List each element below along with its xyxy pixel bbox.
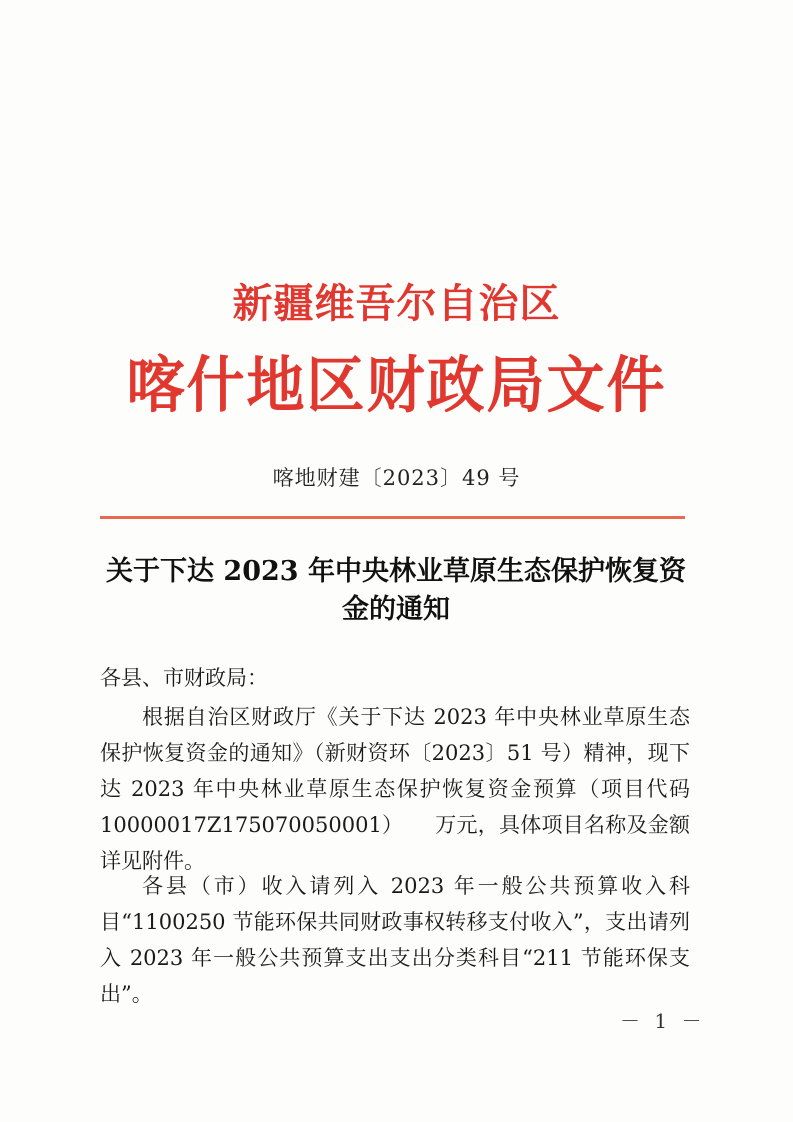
document-number: 喀地财建〔2023〕49 号 bbox=[272, 466, 521, 490]
salutation: 各县、市财政局： bbox=[100, 666, 268, 690]
document-title: 关于下达 2023 年中央林业草原生态保护恢复资金的通知 bbox=[106, 556, 686, 625]
page-number: － 1 － bbox=[620, 1009, 706, 1033]
red-divider-line bbox=[100, 516, 685, 519]
body-paragraph-1: 根据自治区财政厅《关于下达 2023 年中央林业草原生态保护恢复资金的通知》（新财资环〔2023〕51 号）精神，现下达 2023 年中央林业草原生态保护恢复资金预算（项目代码 10000017Z175070050001） 万元，具体项目名称及金额详见附件。 bbox=[100, 705, 690, 873]
issuing-authority: 喀什地区财政局文件 bbox=[126, 349, 667, 421]
body-paragraph-2: 各县（市）收入请列入 2023 年一般公共预算收入科目“1100250 节能环保共同财政事权转移支付收入”，支出请列入 2023 年一般公共预算支出支出分类科目“211 节能环保支出”。 bbox=[100, 874, 690, 1006]
issuing-region: 新疆维吾尔自治区 bbox=[232, 280, 561, 327]
